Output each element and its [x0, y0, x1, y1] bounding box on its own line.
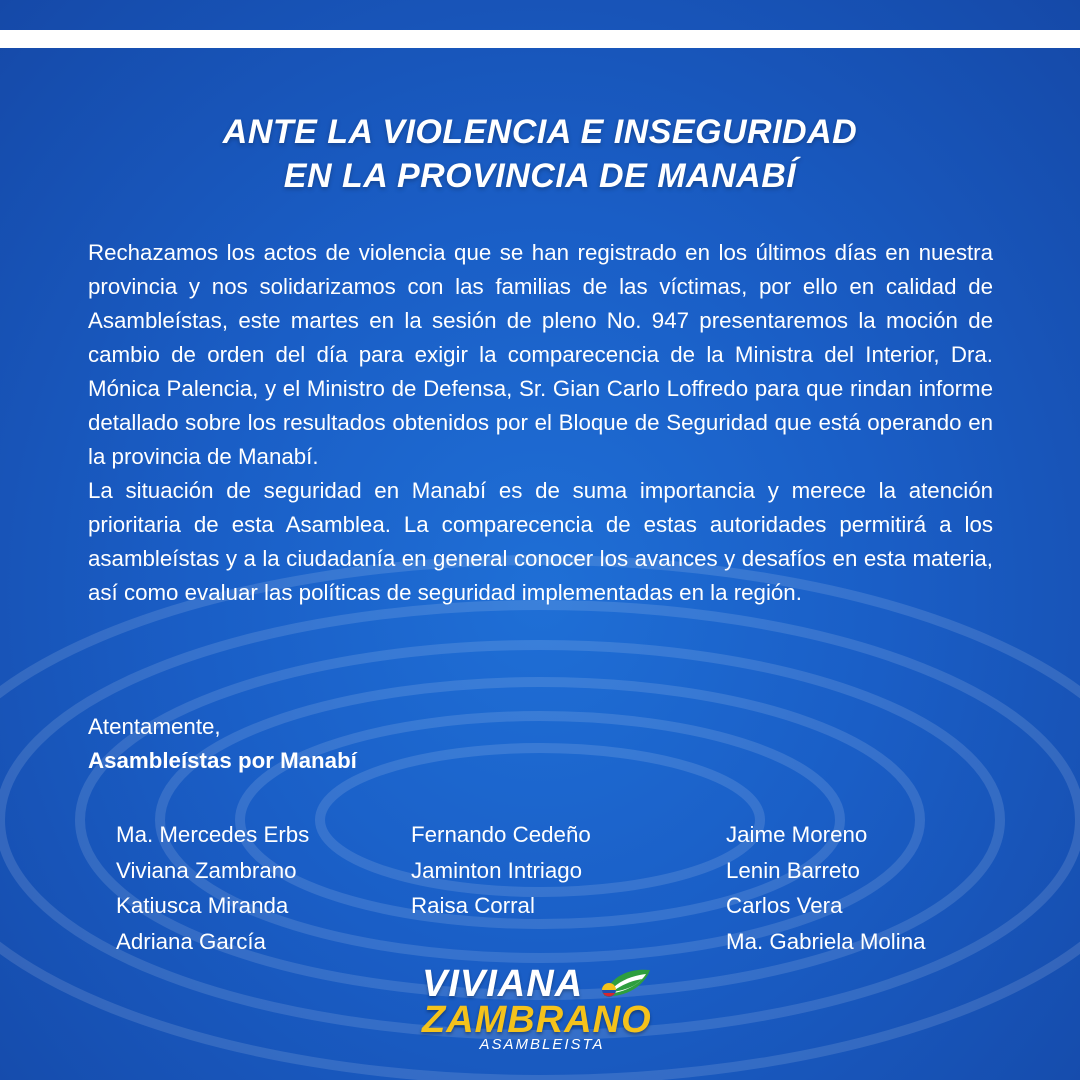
signatory-name: Raisa Corral	[411, 893, 535, 918]
closing-salutation: Atentamente,	[88, 714, 221, 739]
signatory-name: Jaime Moreno	[726, 822, 868, 847]
signatory-name: Fernando Cedeño	[411, 822, 591, 847]
page-title	[60, 110, 1020, 198]
logo-role: ASAMBLEISTA	[479, 1036, 605, 1053]
signatory-name: Jaminton Intriago	[411, 857, 583, 883]
logo-first-name: VIVIANA	[422, 963, 584, 1005]
statement-paragraph-1: Rechazamos los actos de violencia que se han registrado en los últimos días en nuestra provincia y nos solidarizamos con las familias de las víctimas, por ello en calidad de Asambleístas, este martes en la sesión de pleno No. 947 presentaremos la moción de cambio de orden del día para exigir la comparecencia de la Ministra del Interior, Dra. Mónica Palencia, y el Ministro de Defensa, Sr. Gian Carlo Loffredo para que rindan informe detallado sobre los resultados obtenidos por el Bloque de Seguridad que está operando en la provincia de Manabí.	[88, 240, 993, 469]
manabi-flag-leaf-icon	[600, 966, 652, 1002]
top-white-bar	[0, 30, 1080, 48]
viviana-zambrano-logo	[400, 962, 680, 1062]
closing-group: Asambleístas por Manabí	[88, 748, 357, 773]
signatory-name: Lenin Barreto	[726, 857, 860, 883]
logo-last-name: ZAMBRANO	[422, 999, 652, 1041]
title-line-2: EN LA PROVINCIA DE MANABÍ	[283, 157, 797, 195]
signatory-name: Ma. Mercedes Erbs	[116, 822, 310, 847]
signatories-column-3	[726, 817, 926, 959]
signatory-name: Carlos Vera	[726, 893, 843, 918]
signatory-name: Ma. Gabriela Molina	[726, 928, 926, 954]
signatory-name: Adriana García	[116, 928, 266, 954]
signatory-name: Katiusca Miranda	[116, 893, 289, 918]
signatory-name: Viviana Zambrano	[116, 857, 297, 883]
signatories-column-1	[116, 817, 309, 959]
title-line-1: ANTE LA VIOLENCIA E INSEGURIDAD	[222, 113, 858, 151]
closing-block	[88, 710, 357, 778]
statement-body	[88, 236, 993, 610]
signatories-column-2	[411, 817, 591, 924]
statement-paragraph-2: La situación de seguridad en Manabí es de suma importancia y merece la atención prioritaria de esta Asamblea. La comparecencia de estas autoridades permitirá a los asambleístas y a la ciudadanía en general conocer los avances y desafíos en esta materia, así como evaluar las políticas de seguridad implementadas en la región.	[88, 478, 993, 605]
